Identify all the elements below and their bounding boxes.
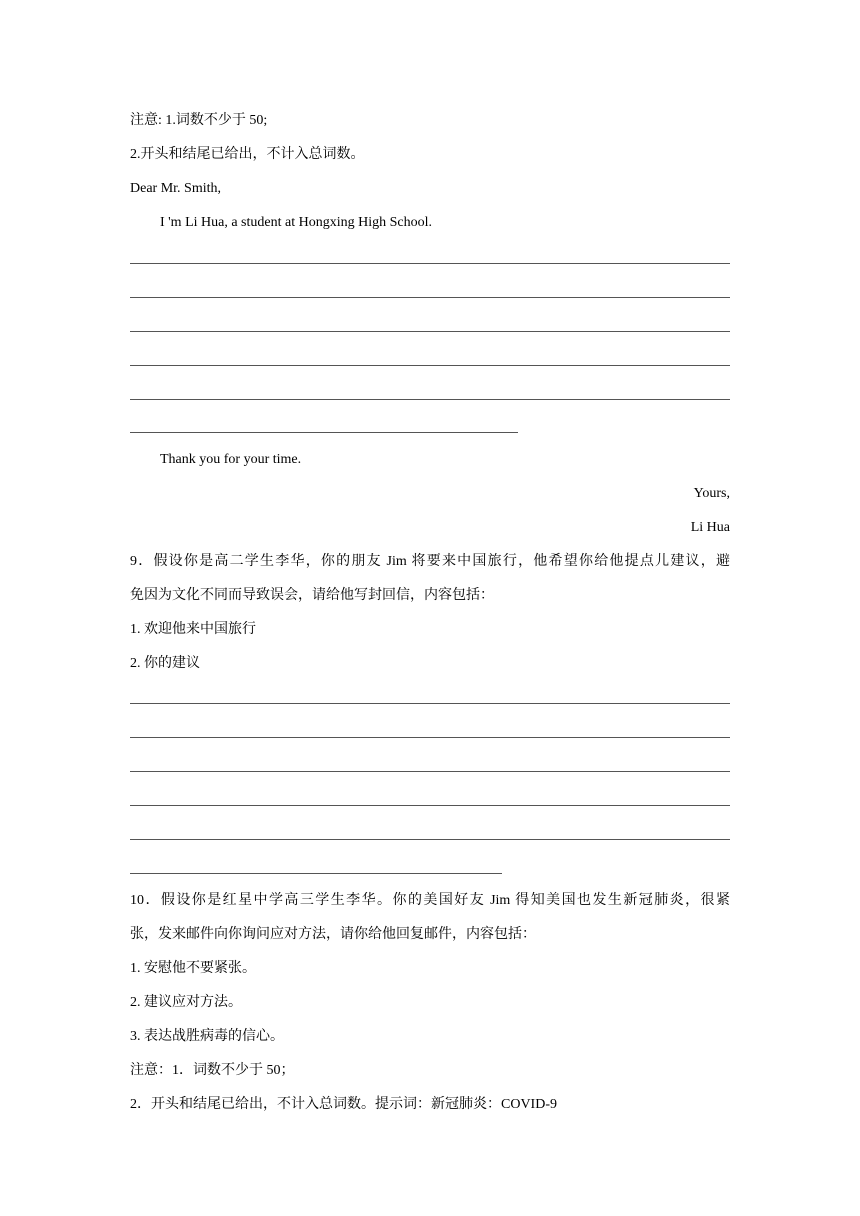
answer-line xyxy=(130,839,730,840)
q10-note-hint: 2．开头和结尾已给出，不计入总词数。提示词：新冠肺炎：COVID-9 xyxy=(130,1097,557,1112)
answer-line xyxy=(130,703,730,704)
answer-line xyxy=(130,432,518,433)
note-opening-closing: 2.开头和结尾已给出，不计入总词数。 xyxy=(130,147,365,162)
q10-item-2: 2. 建议应对方法。 xyxy=(130,995,242,1010)
note-word-count: 注意: 1.词数不少于 50; xyxy=(130,113,268,128)
q10-item-3: 3. 表达战胜病毒的信心。 xyxy=(130,1029,284,1044)
q9-prompt-line1: 9．假设你是高二学生李华，你的朋友 Jim 将要来中国旅行，他希望你给他提点儿建议，避 xyxy=(130,554,730,569)
letter-greeting: Dear Mr. Smith, xyxy=(130,181,221,196)
q10-prompt-line2: 张，发来邮件向你询问应对方法，请你给他回复邮件，内容包括： xyxy=(130,927,536,942)
answer-line xyxy=(130,297,730,298)
q9-item-2: 2. 你的建议 xyxy=(130,656,200,671)
q9-prompt-line2: 免因为文化不同而导致误会，请给他写封回信，内容包括： xyxy=(130,588,494,603)
letter-signature: Li Hua xyxy=(690,520,730,535)
letter-opening: I 'm Li Hua, a student at Hongxing High School. xyxy=(160,215,432,230)
answer-line xyxy=(130,365,730,366)
answer-line xyxy=(130,805,730,806)
q10-item-1: 1. 安慰他不要紧张。 xyxy=(130,961,256,976)
q10-prompt-line1: 10．假设你是红星中学高三学生李华。你的美国好友 Jim 得知美国也发生新冠肺炎，很紧 xyxy=(130,893,730,908)
answer-line xyxy=(130,737,730,738)
q9-item-1: 1. 欢迎他来中国旅行 xyxy=(130,622,256,637)
answer-line xyxy=(130,399,730,400)
letter-closing: Thank you for your time. xyxy=(160,452,302,467)
answer-line xyxy=(130,263,730,264)
q10-note-word-count: 注意：1．词数不少于 50； xyxy=(130,1063,295,1078)
letter-signoff: Yours, xyxy=(693,486,730,501)
answer-line xyxy=(130,873,502,874)
answer-line xyxy=(130,771,730,772)
answer-line xyxy=(130,331,730,332)
